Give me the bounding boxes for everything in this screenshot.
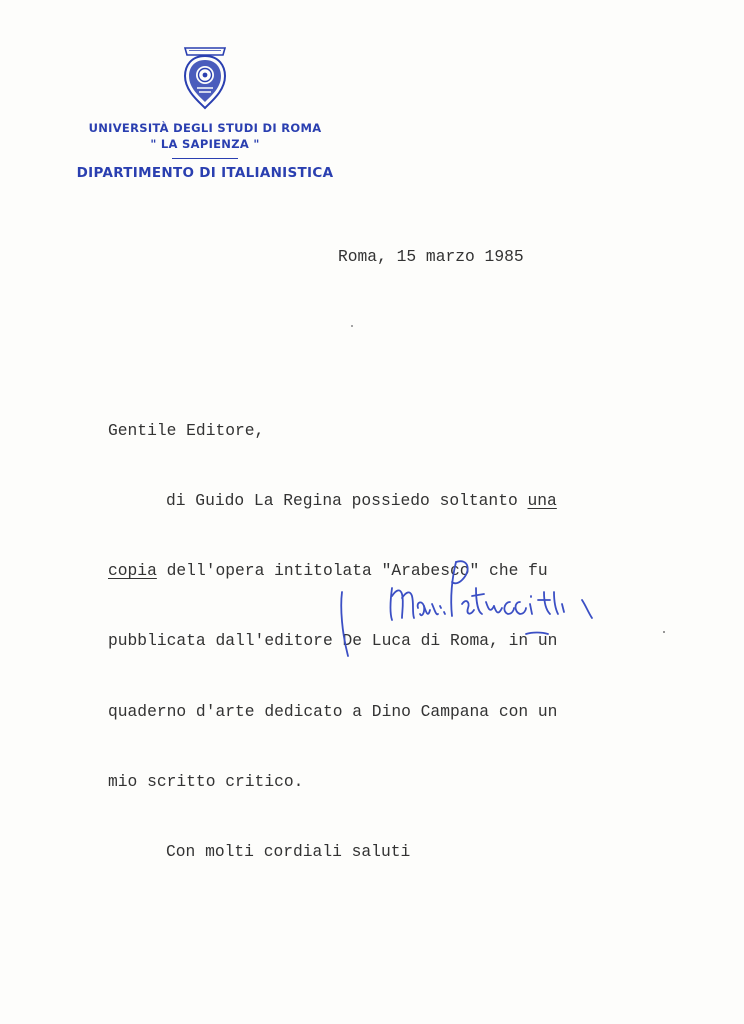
body-line-3: pubblicata dall'editore De Luca di Roma, in un	[108, 631, 558, 651]
letterhead-divider	[172, 158, 238, 159]
department-name: DIPARTIMENTO DI ITALIANISTICA	[76, 165, 334, 181]
university-name: UNIVERSITÀ DEGLI STUDI DI ROMA	[88, 121, 322, 135]
closing: Con molti cordiali saluti	[166, 842, 411, 862]
body-line-4: quaderno d'arte dedicato a Dino Campana con un	[108, 701, 558, 721]
underlined-word-copia: copia	[108, 561, 157, 581]
letter-date: Roma, 15 marzo 1985	[338, 247, 524, 266]
body-line-2-text: dell'opera intitolata "Arabesco" che fu	[156, 561, 548, 581]
body-line-1	[108, 489, 557, 512]
paper-speck	[663, 631, 665, 633]
salutation: Gentile Editore,	[108, 420, 265, 440]
handwritten-signature	[330, 548, 610, 663]
body-line-1-text: di Guido La Regina possiedo soltanto	[166, 491, 528, 511]
letterhead	[60, 38, 350, 181]
university-subtitle: " LA SAPIENZA "	[150, 137, 260, 151]
body-line-5: mio scritto critico.	[108, 771, 304, 791]
university-seal-icon	[179, 38, 231, 110]
underlined-word-una: una	[527, 491, 557, 511]
paper-speck	[351, 325, 353, 327]
